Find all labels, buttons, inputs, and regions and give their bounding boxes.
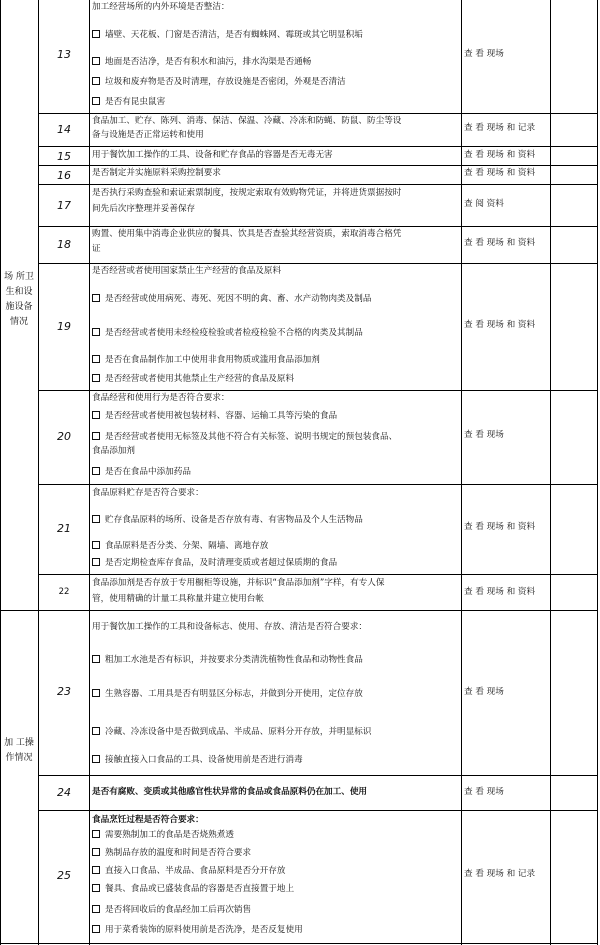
checkbox[interactable] — [92, 294, 100, 302]
checklist-option: 是否经营或者使用无标签及其他不符合有关标签、说明书规定的预包装食品、 — [92, 432, 397, 443]
item-text: 是否执行采购查验和索证索票制度，按规定索取有效购物凭证，并将进货票据按时 — [92, 188, 402, 198]
item-text: 证 — [92, 244, 101, 254]
checkbox[interactable] — [92, 77, 100, 85]
checkbox[interactable] — [92, 57, 100, 65]
checkbox[interactable] — [92, 848, 100, 856]
item-text: 食品原料贮存是否符合要求： — [92, 488, 204, 498]
checkbox[interactable] — [92, 97, 100, 105]
checkbox[interactable] — [92, 328, 100, 336]
item-text: 购置、使用集中消毒企业供应的餐具、饮具是否查验其经营资质，索取消毒合格凭 — [92, 229, 402, 239]
item-text: 是否经营或者使用国家禁止生产经营的食品及原料 — [92, 266, 282, 276]
checklist-option: 粗加工水池是否有标识，并按要求分类清洗植物性食品和动物性食品 — [92, 655, 363, 666]
item-number: 16 — [57, 169, 71, 182]
checkbox[interactable] — [92, 884, 100, 892]
inspection-method: 查 看 现场 — [464, 687, 504, 697]
checkbox[interactable] — [92, 755, 100, 763]
item-text: 备与设施是否正常运转和使用 — [92, 130, 204, 140]
checkbox[interactable] — [92, 866, 100, 874]
checklist-option: 是否定期检查库存食品，及时清理变质或者超过保质期的食品 — [92, 558, 337, 569]
checkbox[interactable] — [92, 689, 100, 697]
inspection-method: 查 看 现场 — [464, 49, 504, 59]
item-text: 食品烹饪过程是否符合要求： — [92, 815, 204, 825]
item-number: 19 — [57, 320, 71, 333]
inspection-method: 查 看 现场 和 记录 — [464, 869, 536, 879]
checkbox[interactable] — [92, 905, 100, 913]
checkbox[interactable] — [92, 355, 100, 363]
checkbox[interactable] — [92, 374, 100, 382]
item-number: 22 — [58, 587, 70, 597]
inspection-method: 查 看 现场 — [464, 430, 504, 440]
checklist-option: 是否有昆虫鼠害 — [92, 97, 165, 108]
item-number: 20 — [57, 430, 71, 443]
checkbox[interactable] — [92, 727, 100, 735]
inspection-method: 查 看 现场 和 资料 — [464, 522, 536, 532]
item-text: 间先后次序整理并妥善保存 — [92, 204, 196, 214]
checklist-option: 食品原料是否分类、分架、隔墙、离地存放 — [92, 541, 268, 552]
item-number: 14 — [57, 123, 71, 136]
item-text: 食品添加剂 — [92, 446, 135, 456]
checklist-option: 熟制品存放的温度和时间是否符合要求 — [92, 848, 251, 859]
checkbox[interactable] — [92, 411, 100, 419]
checklist-option: 直接入口食品、半成品、食品原料是否分开存放 — [92, 866, 285, 877]
checklist-option: 是否在食品制作加工中使用非食用物质或滥用食品添加剂 — [92, 355, 320, 366]
item-text: 是否制定并实施原料采购控制要求 — [92, 168, 221, 178]
item-number: 17 — [57, 199, 71, 212]
checkbox[interactable] — [92, 655, 100, 663]
item-text: 用于餐饮加工操作的工具和设备标志、使用、存放、清洁是否符合要求： — [92, 622, 368, 632]
item-text: 是否有腐败、变质或其他感官性状异常的食品或食品原料仍在加工、使用 — [92, 787, 368, 797]
item-number: 18 — [57, 238, 71, 251]
checklist-option: 是否经营或者使用未经检疫检验或者检疫检验不合格的肉类及其制品 — [92, 328, 363, 339]
checklist-option: 用于菜肴装饰的原料使用前是否洗净，是否反复使用 — [92, 925, 303, 936]
checklist-option: 是否经营或者使用其他禁止生产经营的食品及原料 — [92, 374, 294, 385]
category-processing-operation: 加 工操作情况 — [4, 738, 34, 763]
checkbox[interactable] — [92, 925, 100, 933]
checklist-option: 是否经营或使用病死、毒死、死因不明的禽、畜、水产动物肉类及制品 — [92, 294, 371, 305]
inspection-method: 查 看 现场 和 资料 — [464, 238, 536, 248]
checkbox[interactable] — [92, 558, 100, 566]
item-text: 管，使用精确的计量工具称量并建立使用台帐 — [92, 594, 264, 604]
item-number: 24 — [57, 786, 71, 799]
checklist-option: 地面是否洁净，是否有积水和油污，排水沟渠是否通畅 — [92, 57, 311, 68]
inspection-method: 查 看 现场 和 资料 — [464, 320, 536, 330]
checklist-option: 是否将回收后的食品经加工后再次销售 — [92, 905, 251, 916]
item-number: 23 — [57, 685, 71, 698]
item-number: 13 — [57, 48, 71, 61]
checklist-option: 冷藏、冷冻设备中是否做到成品、半成品、原料分开存放，并明显标识 — [92, 727, 371, 738]
inspection-method: 查 阅 资料 — [464, 199, 504, 209]
checkbox[interactable] — [92, 432, 100, 440]
inspection-method: 查 看 现场 和 资料 — [464, 168, 536, 178]
checkbox[interactable] — [92, 30, 100, 38]
checklist-option: 需要熟制加工的食品是否烧熟煮透 — [92, 830, 234, 841]
item-text: 食品经营和使用行为是否符合要求： — [92, 393, 230, 403]
inspection-method: 查 看 现场 和 资料 — [464, 150, 536, 160]
checklist-option: 生熟容器、工用具是否有明显区分标志，并做到分开使用，定位存放 — [92, 689, 363, 700]
checkbox[interactable] — [92, 830, 100, 838]
category-facility-hygiene: 场 所卫生和设施设备情况 — [4, 272, 34, 327]
checklist-option: 墙壁、天花板、门窗是否清洁，是否有蜘蛛网、霉斑或其它明显积垢 — [92, 30, 363, 41]
checklist-option: 垃圾和废弃物是否及时清理，存放设施是否密闭，外观是否清洁 — [92, 77, 346, 88]
item-text: 食品添加剂是否存放于专用橱柜等设施，并标识“食品添加剂”字样，有专人保 — [92, 578, 385, 588]
checklist-option: 餐具、食品或已盛装食品的容器是否直接置于地上 — [92, 884, 294, 895]
inspection-method: 查 看 现场 和 资料 — [464, 587, 536, 597]
item-text: 用于餐饮加工操作的工具、设备和贮存食品的容器是否无毒无害 — [92, 150, 333, 160]
checklist-option: 贮存食品原料的场所、设备是否存放有毒、有害物品及个人生活物品 — [92, 515, 363, 526]
checklist-option: 是否经营或者使用被包装材料、容器、运输工具等污染的食品 — [92, 411, 337, 422]
checkbox[interactable] — [92, 467, 100, 475]
inspection-method: 查 看 现场 — [464, 787, 504, 797]
checkbox[interactable] — [92, 541, 100, 549]
checklist-option: 接触直接入口食品的工具、设备使用前是否进行消毒 — [92, 755, 303, 766]
checklist-option: 是否在食品中添加药品 — [92, 467, 191, 478]
item-number: 21 — [57, 522, 71, 535]
item-text: 食品加工、贮存、陈列、消毒、保洁、保温、冷藏、冷冻和防蝇、防鼠、防尘等设 — [92, 116, 402, 126]
checkbox[interactable] — [92, 515, 100, 523]
item-number: 25 — [57, 869, 71, 882]
inspection-method: 查 看 现场 和 记录 — [464, 123, 536, 133]
item-number: 15 — [57, 150, 71, 163]
item-text: 加工经营场所的内外环境是否整洁： — [92, 2, 230, 12]
